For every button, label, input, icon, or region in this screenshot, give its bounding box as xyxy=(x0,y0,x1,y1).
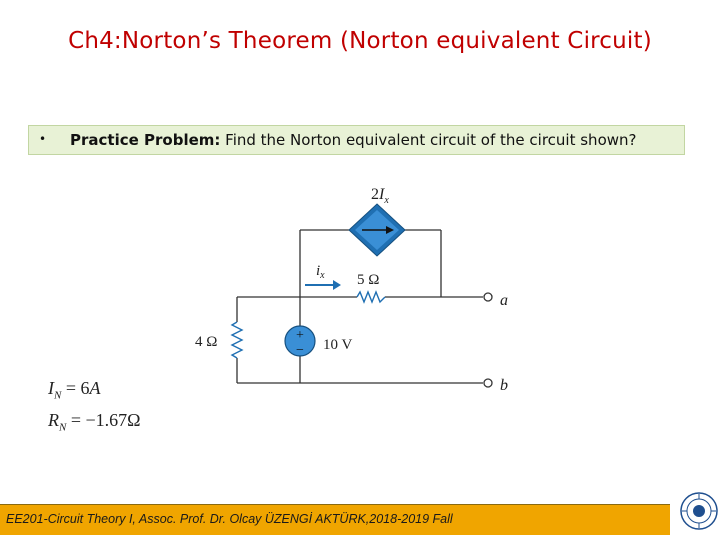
terminal-a-node xyxy=(484,293,492,301)
norton-resistance-result: $R_N = -1.67\Omega$ xyxy=(48,410,141,434)
wires xyxy=(237,230,483,383)
r5-label: 5 Ω xyxy=(357,272,380,288)
university-seal-icon xyxy=(680,492,718,530)
current-arrow xyxy=(305,280,341,290)
dep-source-label: $2I_x$ xyxy=(371,186,389,206)
norton-current-result: $I_N = 6A$ xyxy=(48,378,101,402)
slide-title: Ch4:Norton’s Theorem (Norton equivalent Circuit) xyxy=(68,28,652,54)
resistor-4ohm xyxy=(232,322,242,358)
plus-sign: + xyxy=(296,328,304,343)
ix-label: $i_x$ xyxy=(316,263,325,281)
terminal-b-node xyxy=(484,379,492,387)
terminal-a-label: a xyxy=(500,292,508,309)
resistor-5ohm xyxy=(357,292,385,302)
voltage-source xyxy=(285,326,315,358)
dependent-current-source xyxy=(349,204,405,256)
minus-sign: − xyxy=(296,343,304,358)
r4-label: 4 Ω xyxy=(195,334,218,350)
vs-label: 10 V xyxy=(323,337,353,353)
footer-bar xyxy=(0,504,670,535)
terminal-b-label: b xyxy=(500,377,508,394)
problem-body: Find the Norton equivalent circuit of the circuit shown? xyxy=(220,131,637,149)
problem-lead: Practice Problem: xyxy=(70,131,221,149)
bullet: • xyxy=(39,132,47,146)
footer-text: EE201-Circuit Theory I, Assoc. Prof. Dr. Olcay ÜZENGİ AKTÜRK,2018-2019 Fall xyxy=(6,512,453,526)
